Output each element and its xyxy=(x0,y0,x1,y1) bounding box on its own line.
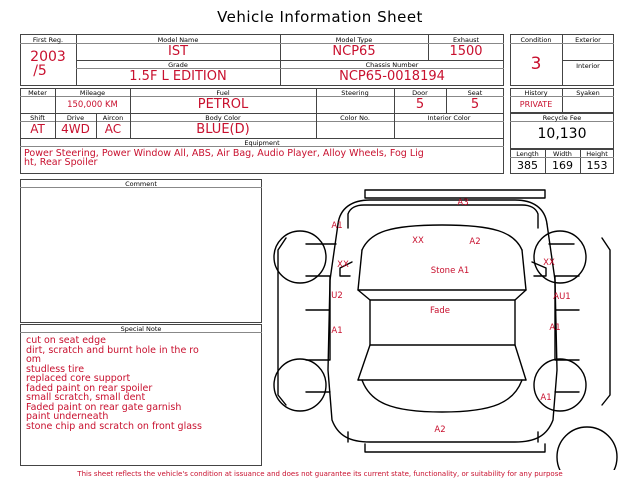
model-name-value: IST xyxy=(167,44,189,59)
rear-bumper xyxy=(365,444,545,452)
damage-mark-xx-left: XX xyxy=(337,260,349,270)
fuel-label: Fuel xyxy=(216,89,230,97)
drive-value: 4WD xyxy=(61,122,90,136)
special-note-item: faded paint on rear spoiler xyxy=(26,382,153,394)
interior-label: Interior xyxy=(576,62,600,70)
special-note-item: om xyxy=(26,354,42,365)
wheel-front-right xyxy=(534,231,586,283)
special-note-item: small scratch, small dent xyxy=(26,392,146,403)
recycle-fee-label: Recycle Fee xyxy=(542,114,582,122)
seat-label: Seat xyxy=(467,89,483,97)
recycle-fee-value: 10,130 xyxy=(537,126,587,142)
interior-color-label: Interior Color xyxy=(427,114,471,122)
body-color-value: BLUE(D) xyxy=(196,122,250,137)
damage-mark-a2-rear: A2 xyxy=(434,425,446,435)
grade-value: 1.5F L EDITION xyxy=(129,69,227,84)
right-sill xyxy=(602,238,610,405)
roof-pillars xyxy=(358,290,526,380)
damage-mark-a2-hood: A2 xyxy=(469,237,481,247)
wheel-rear-left xyxy=(274,359,326,411)
damage-mark-u2: U2 xyxy=(331,291,343,301)
mileage-value: 150,000 KM xyxy=(67,100,118,110)
sheet-title: Vehicle Information Sheet xyxy=(217,8,423,26)
special-note-item: paint underneath xyxy=(26,411,109,422)
width-label: Width xyxy=(553,150,572,158)
seat-value: 5 xyxy=(470,97,480,112)
damage-mark-a1-rear-right: A1 xyxy=(540,393,552,403)
history-value: PRIVATE xyxy=(519,100,553,109)
first-reg-label: First Reg. xyxy=(32,36,64,44)
damage-mark-xx-right: XX xyxy=(543,258,555,268)
exterior-label: Exterior xyxy=(575,36,601,44)
syaken-label: Syaken xyxy=(576,89,600,97)
damage-mark-au1: AU1 xyxy=(553,292,571,302)
length-label: Length xyxy=(516,150,539,158)
equipment-line-1: Power Steering, Power Window All, ABS, Air Bag, Audio Player, Alloy Wheels, Fog Lig xyxy=(24,148,424,159)
color-no-label: Color No. xyxy=(340,114,370,122)
exhaust-label: Exhaust xyxy=(452,36,480,44)
special-note-item: replaced core support xyxy=(26,373,131,384)
special-note-item: dirt, scratch and burnt hole in the ro xyxy=(26,344,199,356)
first-reg-year: 2003 xyxy=(30,49,66,65)
shift-value: AT xyxy=(30,122,45,136)
special-note-label: Special Note xyxy=(120,325,162,333)
door-value: 5 xyxy=(415,97,425,112)
width-value: 169 xyxy=(552,159,573,172)
shift-label: Shift xyxy=(30,114,45,122)
length-value: 385 xyxy=(517,159,538,172)
special-note-item: Faded paint on rear gate garnish xyxy=(26,401,182,413)
wheel-rear-right xyxy=(534,359,586,411)
height-value: 153 xyxy=(586,159,608,172)
model-type-label: Model Type xyxy=(335,36,373,44)
rear-glass xyxy=(362,380,522,412)
mileage-label: Mileage xyxy=(79,89,106,97)
damage-mark-fade: Fade xyxy=(430,306,450,316)
spare-wheel xyxy=(557,427,617,470)
damage-mark-stone-a1: Stone A1 xyxy=(430,266,470,276)
aircon-value: AC xyxy=(104,122,122,136)
condition-value: 3 xyxy=(530,54,542,74)
meter-label: Meter xyxy=(28,89,47,97)
fuel-value: PETROL xyxy=(197,97,249,112)
front-bumper xyxy=(365,190,545,198)
grade-label: Grade xyxy=(168,61,188,69)
exhaust-value: 1500 xyxy=(449,44,483,59)
first-reg-month: /5 xyxy=(33,63,47,79)
damage-mark-xx-hood: XX xyxy=(412,236,424,246)
special-note-item: cut on seat edge xyxy=(26,335,106,346)
chassis-value: NCP65-0018194 xyxy=(339,69,445,84)
special-note-list xyxy=(26,336,202,431)
damage-mark-a1-left-door: A1 xyxy=(331,326,343,336)
body-color-label: Body Color xyxy=(205,114,241,122)
aircon-label: Aircon xyxy=(102,114,124,122)
door-label: Door xyxy=(412,89,428,97)
left-sill xyxy=(278,238,286,405)
damage-mark-a3: A3 xyxy=(457,198,469,208)
damage-mark-a1-front-left: A1 xyxy=(331,221,343,231)
equipment-label: Equipment xyxy=(244,139,280,147)
condition-label: Condition xyxy=(520,36,552,44)
height-label: Height xyxy=(586,150,608,158)
disclaimer-footer: This sheet reflects the vehicle's condition at issuance and does not guarantee its current state, functionality, or suitability for any purpose xyxy=(77,470,563,478)
special-note-item: studless tire xyxy=(26,363,85,375)
comment-box xyxy=(20,179,262,323)
comment-label: Comment xyxy=(125,180,157,188)
damage-mark-a1-right-door: A1 xyxy=(549,323,561,333)
model-name-label: Model Name xyxy=(157,36,199,44)
special-note-item: stone chip and scratch on front glass xyxy=(26,420,202,432)
history-label: History xyxy=(524,89,548,97)
steering-label: Steering xyxy=(341,89,369,97)
drive-label: Drive xyxy=(66,114,85,122)
front-panel xyxy=(338,200,547,224)
chassis-label: Chassis Number xyxy=(365,61,419,69)
wheel-front-left xyxy=(274,231,326,283)
model-type-value: NCP65 xyxy=(332,44,376,59)
windshield-top xyxy=(362,225,522,250)
equipment-line-2: ht, Rear Spoiler xyxy=(24,157,98,168)
